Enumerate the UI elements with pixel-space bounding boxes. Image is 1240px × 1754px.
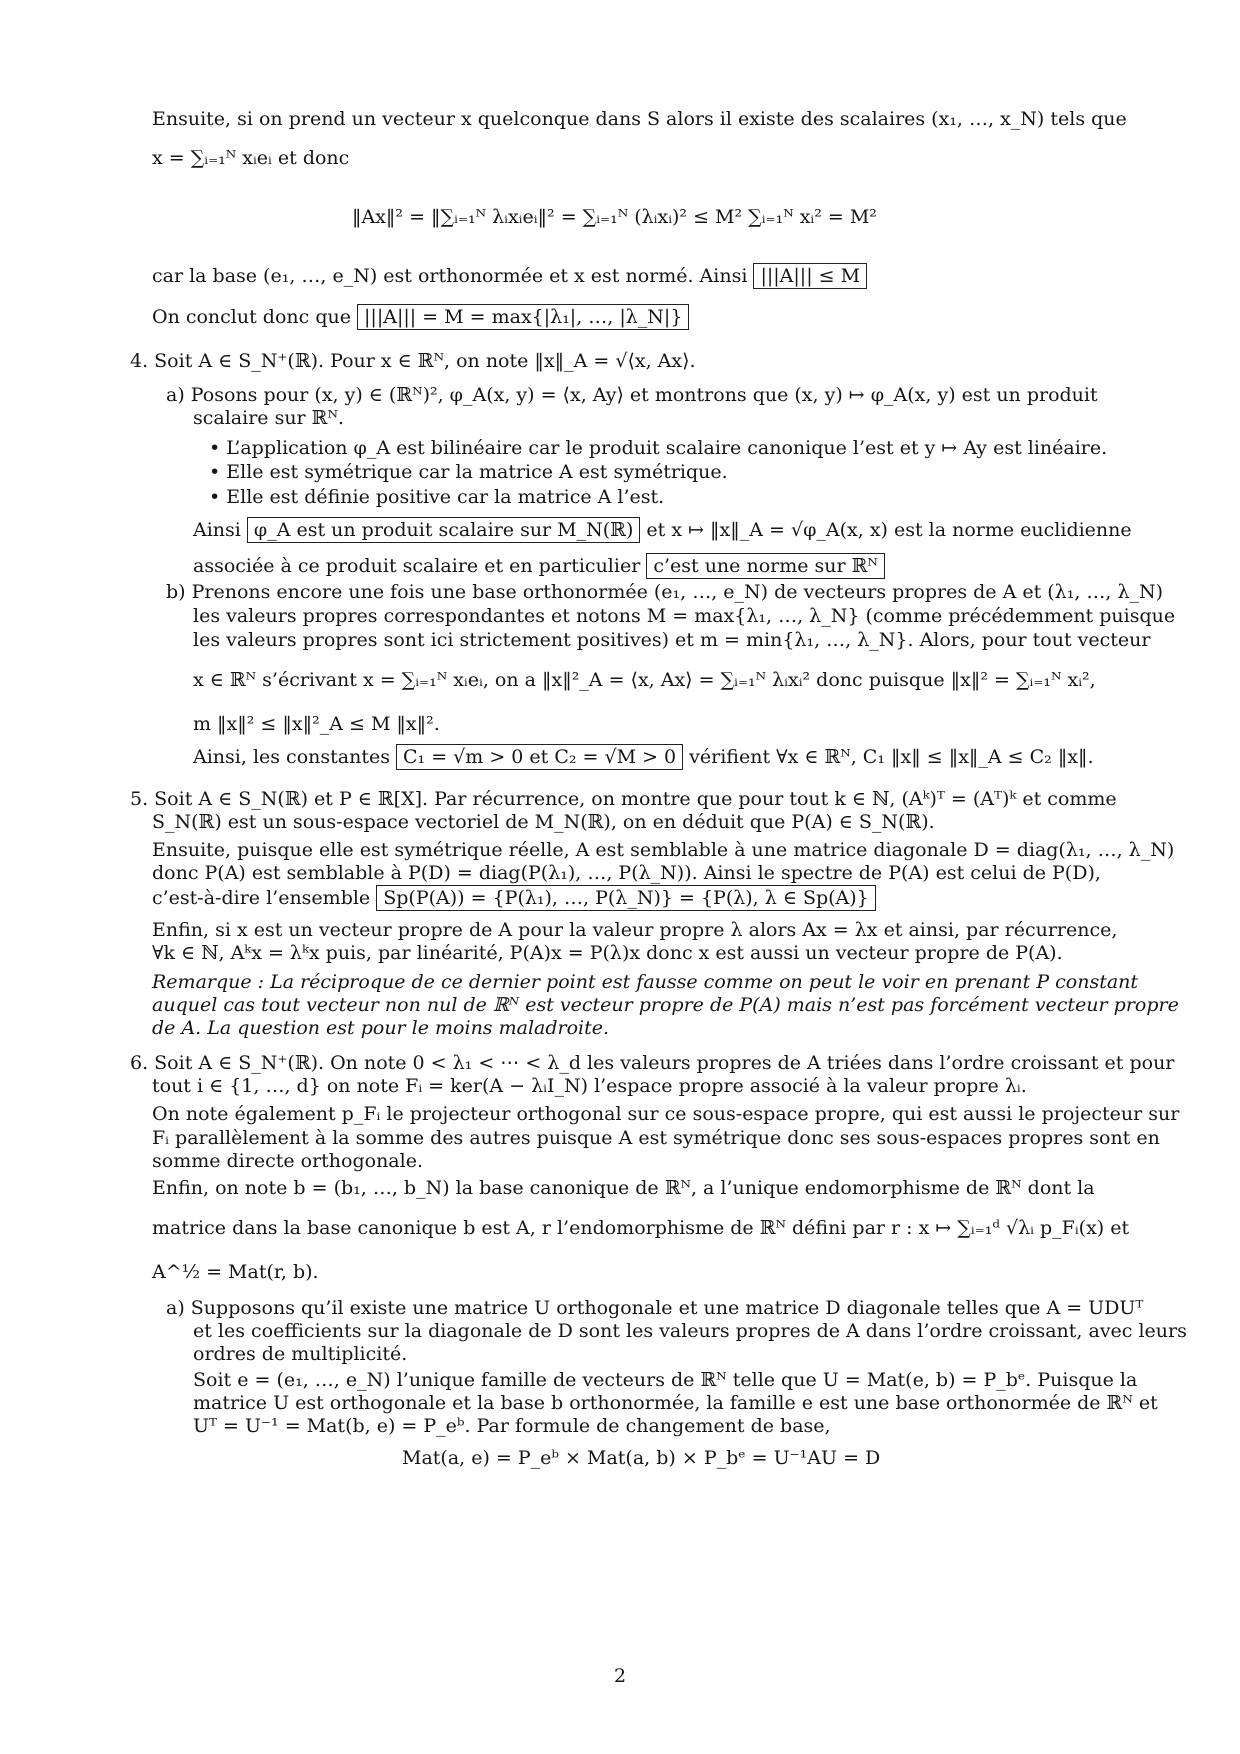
boxed-result: c’est une norme sur ℝᴺ <box>646 553 885 579</box>
question-heading: 4. Soit A ∈ S_N⁺(ℝ). Pour x ∈ ℝᴺ, on note ‖x‖_A = √⟨x, Ax⟩. <box>130 350 696 372</box>
text-line: Enfin, si x est un vecteur propre de A pour la valeur propre λ alors Ax = λx et ainsi, par récurrence, <box>152 919 1118 941</box>
text-line: Enfin, on note b = (b₁, …, b_N) la base canonique de ℝᴺ, a l’unique endomorphisme de ℝᴺ dont la <box>152 1177 1095 1199</box>
bullet-item: • Elle est définie positive car la matrice A l’est. <box>209 486 665 508</box>
text-line: tout i ∈ {1, …, d} on note Fᵢ = ker(A − λᵢI_N) l’espace propre associé à la valeur propre λᵢ. <box>152 1075 1027 1097</box>
text-span: c’est-à-dire l’ensemble <box>152 887 371 909</box>
text-span: Ainsi, les constantes <box>193 746 390 768</box>
text-span: Ainsi <box>193 519 241 541</box>
text-line <box>193 554 885 578</box>
text-line: x = ∑ᵢ₌₁ᴺ xᵢeᵢ et donc <box>152 147 350 169</box>
text-line: ∀k ∈ ℕ, Aᵏx = λᵏx puis, par linéarité, P(A)x = P(λ)x donc x est aussi un vecteur propre de P(A). <box>152 942 1063 964</box>
text-line: les valeurs propres correspondantes et notons M = max{λ₁, …, λ_N} (comme précédemment puisque <box>193 605 1176 627</box>
boxed-result: |||A||| ≤ M <box>753 263 867 289</box>
text-line: scalaire sur ℝᴺ. <box>193 407 344 429</box>
text-line: matrice dans la base canonique b est A, r l’endomorphisme de ℝᴺ défini par r : x ↦ ∑ᵢ₌₁ᵈ √λᵢ p_Fᵢ(x) et <box>152 1217 1130 1239</box>
remark-line: Remarque : La réciproque de ce dernier point est fausse comme on peut le voir en prenant P constant <box>152 971 1139 993</box>
text-line: Ensuite, puisque elle est symétrique réelle, A est semblable à une matrice diagonale D = diag(λ₁, …, λ_N) <box>152 839 1175 861</box>
text-line: les valeurs propres sont ici strictement positives) et m = min{λ₁, …, λ_N}. Alors, pour tout vecteur <box>193 629 1151 651</box>
text-line: x ∈ ℝᴺ s’écrivant x = ∑ᵢ₌₁ᴺ xᵢeᵢ, on a ‖x‖²_A = ⟨x, Ax⟩ = ∑ᵢ₌₁ᴺ λᵢxᵢ² donc puisque ‖x‖² = ∑ᵢ₌₁ᴺ xᵢ², <box>193 669 1096 691</box>
boxed-result: Sp(P(A)) = {P(λ₁), …, P(λ_N)} = {P(λ), λ ∈ Sp(A)} <box>376 885 876 911</box>
text-line <box>193 745 1094 769</box>
text-line <box>152 305 689 329</box>
text-line: On note également p_Fᵢ le projecteur orthogonal sur ce sous-espace propre, qui est aussi le projecteur sur <box>152 1103 1180 1125</box>
text-line: A^½ = Mat(r, b). <box>152 1261 319 1283</box>
boxed-result: C₁ = √m > 0 et C₂ = √M > 0 <box>396 744 683 770</box>
text-line: matrice U est orthogonale et la base b orthonormée, la famille e est une base orthonormée de ℝᴺ et <box>193 1392 1158 1414</box>
text-line: et les coefficients sur la diagonale de D sont les valeurs propres de A dans l’ordre croissant, avec leurs <box>193 1320 1187 1342</box>
text-line: donc P(A) est semblable à P(D) = diag(P(λ₁), …, P(λ_N)). Ainsi le spectre de P(A) est celui de P(D), <box>152 862 1101 884</box>
text-line: Uᵀ = U⁻¹ = Mat(b, e) = P_eᵇ. Par formule de changement de base, <box>193 1415 831 1437</box>
text-span: On conclut donc que <box>152 306 351 328</box>
text-line: S_N(ℝ) est un sous-espace vectoriel de M_N(ℝ), on en déduit que P(A) ∈ S_N(ℝ). <box>152 811 935 833</box>
text-line <box>193 518 1132 542</box>
text-line: m ‖x‖² ≤ ‖x‖²_A ≤ M ‖x‖². <box>193 713 440 735</box>
boxed-result: φ_A est un produit scalaire sur M_N(ℝ) <box>247 517 640 543</box>
text-span: vérifient ∀x ∈ ℝᴺ, C₁ ‖x‖ ≤ ‖x‖_A ≤ C₂ ‖x‖. <box>689 746 1094 768</box>
text-line <box>152 264 867 288</box>
display-equation: ‖Ax‖² = ‖∑ᵢ₌₁ᴺ λᵢxᵢeᵢ‖² = ∑ᵢ₌₁ᴺ (λᵢxᵢ)² ≤ M² ∑ᵢ₌₁ᴺ xᵢ² = M² <box>352 206 877 228</box>
text-span: et x ↦ ‖x‖_A = √φ_A(x, x) est la norme euclidienne <box>646 519 1132 541</box>
text-line: b) Prenons encore une fois une base orthonormée (e₁, …, e_N) de vecteurs propres de A et (λ₁, …, λ_N) <box>166 581 1164 603</box>
text-line: ordres de multiplicité. <box>193 1343 408 1365</box>
remark-line: auquel cas tout vecteur non nul de ℝᴺ est vecteur propre de P(A) mais n’est pas forcément vecteur propre <box>152 994 1179 1016</box>
text-line <box>152 886 876 910</box>
question-heading: 6. Soit A ∈ S_N⁺(ℝ). On note 0 < λ₁ < ⋯ < λ_d les valeurs propres de A triées dans l’ordre croissant et pour <box>130 1052 1175 1074</box>
text-line: Fᵢ parallèlement à la somme des autres puisque A est symétrique donc ses sous-espaces propres sont en <box>152 1127 1160 1149</box>
text-line: Ensuite, si on prend un vecteur x quelconque dans S alors il existe des scalaires (x₁, …, x_N) tels que <box>152 108 1127 130</box>
remark-line: de A. La question est pour le moins maladroite. <box>152 1017 610 1039</box>
text-line: a) Supposons qu’il existe une matrice U orthogonale et une matrice D diagonale telles que A = UDUᵀ <box>166 1297 1144 1319</box>
boxed-result: |||A||| = M = max{|λ₁|, …, |λ_N|} <box>357 304 689 330</box>
text-line: a) Posons pour (x, y) ∈ (ℝᴺ)², φ_A(x, y) = ⟨x, Ay⟩ et montrons que (x, y) ↦ φ_A(x, y) est un produit <box>166 384 1098 406</box>
text-line: somme directe orthogonale. <box>152 1150 423 1172</box>
page-number: 2 <box>613 1665 627 1687</box>
question-heading: 5. Soit A ∈ S_N(ℝ) et P ∈ ℝ[X]. Par récurrence, on montre que pour tout k ∈ ℕ, (Aᵏ)ᵀ = (Aᵀ)ᵏ et comme <box>130 788 1117 810</box>
text-span: car la base (e₁, …, e_N) est orthonormée et x est normé. Ainsi <box>152 265 748 287</box>
display-equation: Mat(a, e) = P_eᵇ × Mat(a, b) × P_bᵉ = U⁻¹AU = D <box>402 1447 881 1469</box>
bullet-item: • Elle est symétrique car la matrice A est symétrique. <box>209 461 728 483</box>
text-line: Soit e = (e₁, …, e_N) l’unique famille de vecteurs de ℝᴺ telle que U = Mat(e, b) = P_bᵉ. Puisque la <box>193 1369 1138 1391</box>
text-span: associée à ce produit scalaire et en particulier <box>193 555 641 577</box>
bullet-item: • L’application φ_A est bilinéaire car le produit scalaire canonique l’est et y ↦ Ay est linéaire. <box>209 437 1108 459</box>
